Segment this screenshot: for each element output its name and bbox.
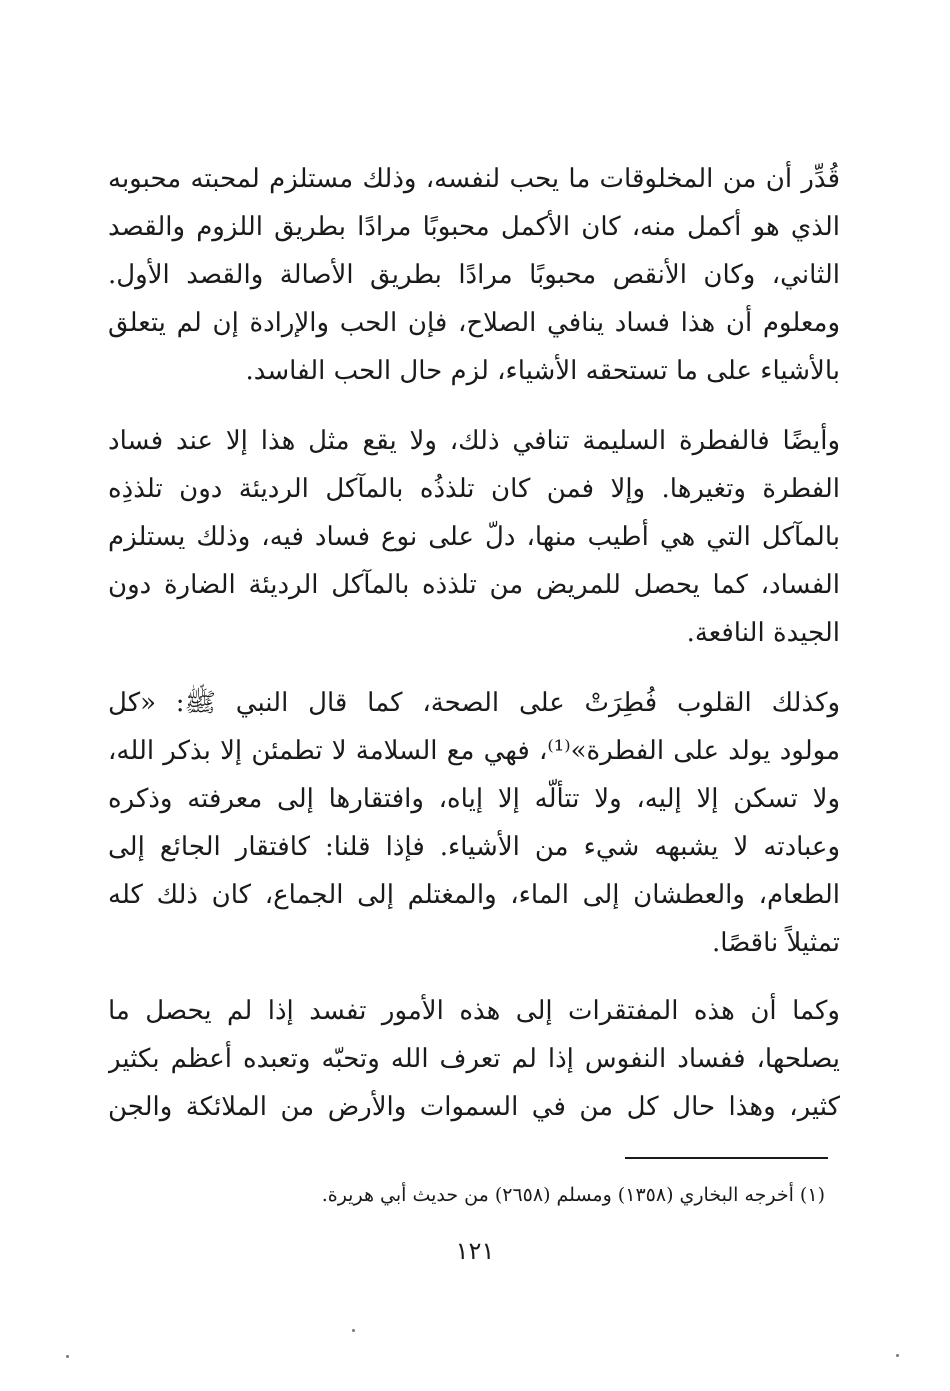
text-line: وكذلك القلوب فُطِرَتْ على الصحة، كما قال النبي ﷺ: «كل (108, 688, 840, 718)
paragraph-4 (108, 987, 840, 1131)
text-line: بالأشياء على ما تستحقه الأشياء، لزم حال الحب الفاسد. (245, 356, 840, 386)
text-line: يصلحها، ففساد النفوس إذا لم تعرف الله وتحبّه وتعبده أعظم بكثير (108, 1044, 840, 1074)
text-line: الجيدة النافعة. (686, 618, 840, 648)
text-line: الطعام، والعطشان إلى الماء، والمغتلم إلى الجماع، كان ذلك كله (108, 880, 840, 910)
paragraph-2 (108, 417, 840, 657)
paragraph-1 (108, 155, 840, 395)
page-number: ١٢١ (455, 1237, 495, 1265)
text-line: بالمآكل التي هي أطيب منها، دلّ على نوع فساد فيه، وذلك يستلزم (108, 522, 840, 552)
paragraph-3 (108, 679, 840, 967)
scan-speck (352, 1329, 355, 1332)
footnote-separator (625, 1157, 828, 1159)
text-line: ولا تسكن إلا إليه، ولا تتألّه إلا إياه، وافتقارها إلى معرفته وذكره (108, 784, 840, 814)
text-line: مولود يولد على الفطرة»⁽¹⁾، فهي مع السلامة لا تطمئن إلا بذكر الله، (108, 736, 840, 766)
text-line: تمثيلاً ناقصًا. (711, 928, 840, 958)
text-line: قُدِّر أن من المخلوقات ما يحب لنفسه، وذلك مستلزم لمحبته محبوبه (108, 164, 840, 194)
footnote: (١) أخرجه البخاري (١٣٥٨) ومسلم (٢٦٥٨) من حديث أبي هريرة. (321, 1184, 825, 1206)
text-line: الفطرة وتغيرها. وإلا فمن كان تلذذُه بالمآكل الرديئة دون تلذذِه (108, 474, 840, 504)
text-line: كثير، وهذا حال كل من في السموات والأرض من الملائكة والجن (108, 1092, 840, 1122)
text-line: ومعلوم أن هذا فساد ينافي الصلاح، فإن الحب والإرادة إن لم يتعلق (108, 308, 840, 338)
text-line: وأيضًا فالفطرة السليمة تنافي ذلك، ولا يقع مثل هذا إلا عند فساد (108, 426, 840, 456)
text-line: وعبادته لا يشبهه شيء من الأشياء. فإذا قلنا: كافتقار الجائع إلى (108, 832, 840, 862)
text-line: وكما أن هذه المفتقرات إلى هذه الأمور تفسد إذا لم يحصل ما (108, 996, 840, 1026)
text-line: الفساد، كما يحصل للمريض من تلذذه بالمآكل الرديئة الضارة دون (108, 570, 840, 600)
text-line: الذي هو أكمل منه، كان الأكمل محبوبًا مرادًا بطريق اللزوم والقصد (108, 212, 840, 242)
text-line: الثاني، وكان الأنقص محبوبًا مرادًا بطريق الأصالة والقصد الأول. (108, 260, 840, 290)
scan-speck (896, 1354, 899, 1357)
scan-speck (66, 1355, 69, 1358)
